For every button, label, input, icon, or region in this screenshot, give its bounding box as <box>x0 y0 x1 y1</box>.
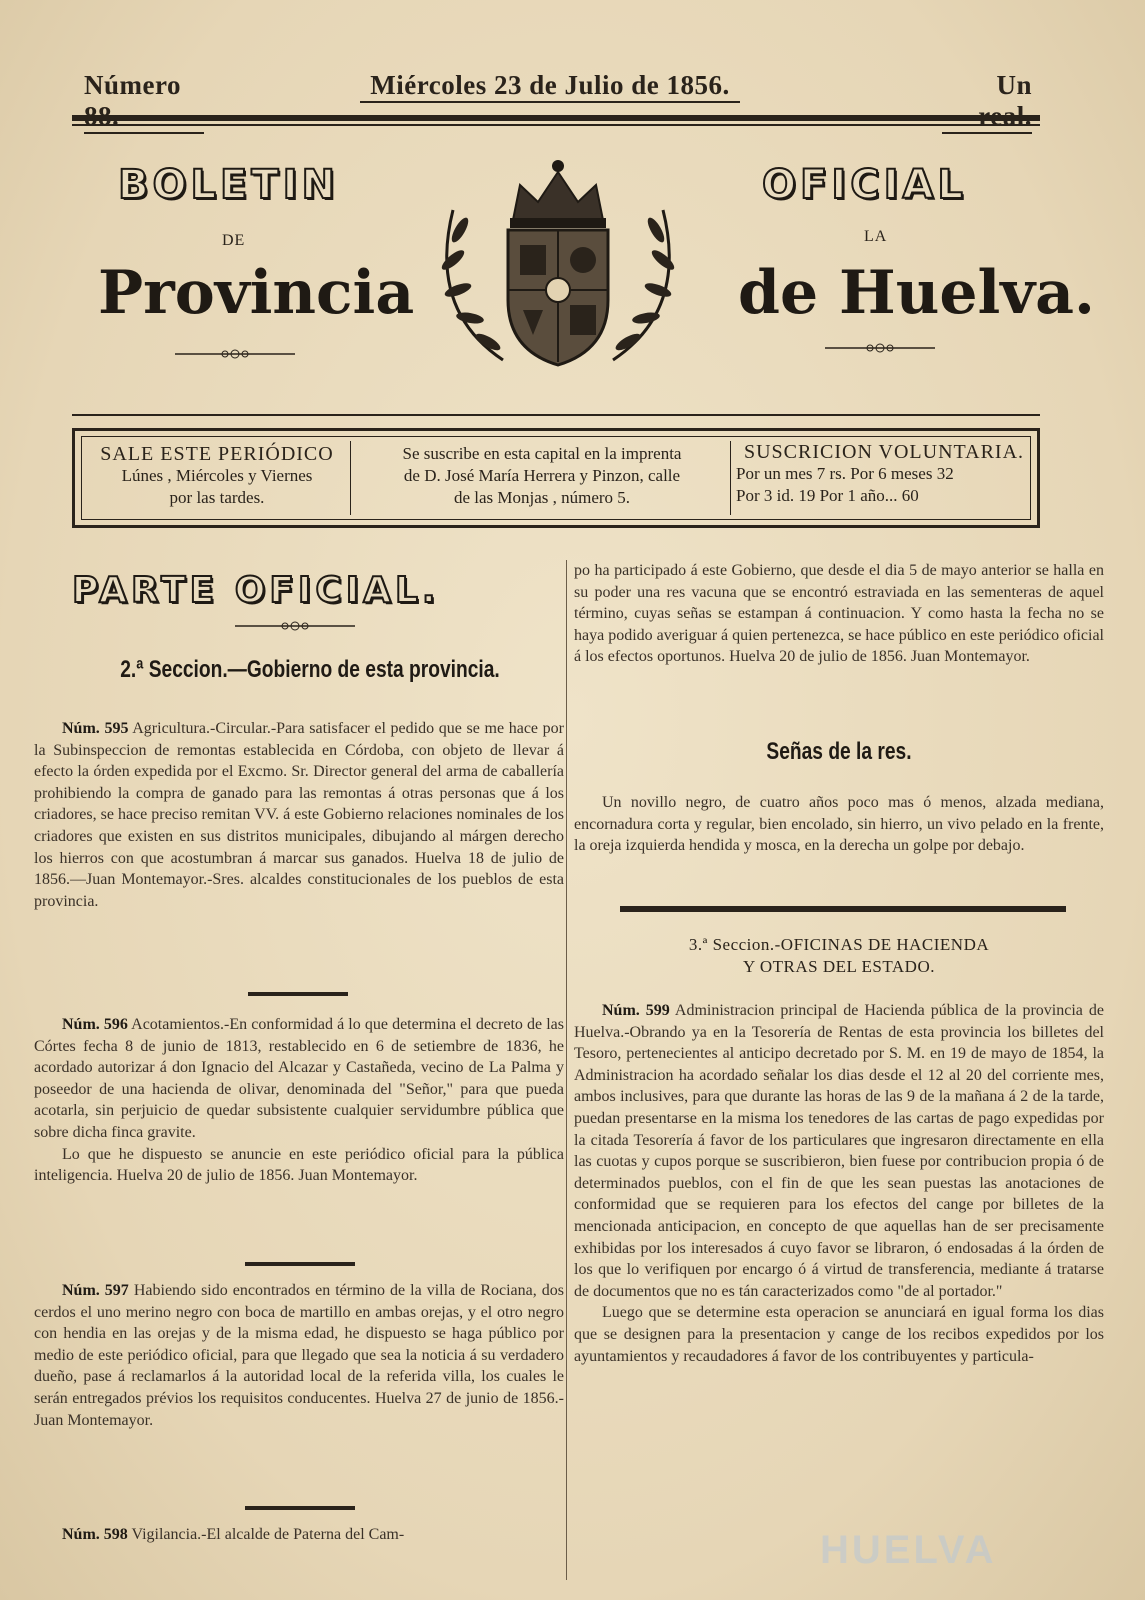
notice-599-number: Núm. 599 <box>602 1002 670 1019</box>
masthead-oficial: OFICIAL <box>762 162 967 208</box>
notice-599-text2: Luego que se determine esta operacion se anunciará en igual forma los dias que se designen para la presentacion y cange de los recibos expedidos por los ayuntamientos y recaudadores á favor de los contribuyentes y particula- <box>574 1304 1104 1365</box>
masthead-rule <box>72 414 1040 416</box>
notice-596-text: Acotamientos.-En conformidad á lo que determina el decreto de las Córtes fecha 8 de junio de 1813, restablecido en 6 de setiembre de 1836, he acordado autorizar á don Ignacio del Alcazar y Castañeda, vecino de La Palma y poseedor de una hacienda de olivar, denominada del "Señor," para que pueda acotarla, sin perjuicio de quedar subsistente cualquier servidumbre pública que sobre dicha finca gravite. <box>34 1016 564 1141</box>
subscription-box <box>72 428 1040 528</box>
schedule-line1: Lúnes , Miércoles y Viernes <box>121 466 313 485</box>
place-line3: de las Monjas , número 5. <box>453 488 631 507</box>
notice-597 <box>34 1280 564 1431</box>
notice-596-number: Núm. 596 <box>62 1016 128 1033</box>
issue-price: Un <box>942 70 1032 134</box>
notice-597-number: Núm. 597 <box>62 1282 129 1299</box>
senas-heading: Señas de la res. <box>766 738 912 765</box>
publication-schedule <box>86 443 348 519</box>
masthead-boletin: BOLETIN <box>118 162 339 208</box>
place-line1: Se suscribe en esta capital en la imprenta <box>402 444 682 463</box>
price-line1: Por un mes 7 rs. Por 6 meses 32 <box>736 464 954 483</box>
notice-597-text: Habiendo sido encontrados en término de la villa de Rociana, dos cerdos el uno merino negro con boca de martillo en ambas orejas, y el otro negro con hendia en las orejas y de la misma edad, he dispuesto se haga público por medio de este periódico oficial, para que llegado que sea la noticia á su verdadero dueño, pase á reclamarlos á la autoridad local de la referida villa, los cuales le serán entregados prévios los requisitos conducentes. Huelva 27 de junio de 1856.-Juan Montemayor. <box>34 1282 564 1429</box>
senas-text <box>574 792 1104 857</box>
coat-of-arms-icon <box>408 150 708 380</box>
notice-595-number: Núm. 595 <box>62 720 129 737</box>
place-line2: de D. José María Herrera y Pinzon, calle <box>403 466 681 485</box>
notice-598-text: Vigilancia.-El alcalde de Paterna del Cam- <box>131 1526 405 1543</box>
notice-598-continuation: po ha participado á este Gobierno, que desde el dia 5 de mayo anterior se halla en su poder una res vacuna que se encontró estraviada en las sementeras de aquel término, cuyas señas se estampan á continuacion. Y como hasta la fecha no se haya podido averiguar á quien pertenezca, se hace público en este periódico oficial á los efectos oportunos. Huelva 20 de julio de 1856. Juan Montemayor. <box>574 562 1104 666</box>
schedule-title: SALE ESTE PERIÓDICO <box>100 443 334 465</box>
section-2-heading: 2.ª Seccion.—Gobierno de esta provincia. <box>120 656 500 683</box>
section-3-line2: Y OTRAS DEL ESTADO. <box>743 957 935 976</box>
divider-section-3 <box>620 906 1066 912</box>
library-watermark: HUELVA <box>820 1528 997 1572</box>
ornament-parte-oficial <box>235 620 355 632</box>
ornament-right <box>825 342 935 354</box>
notice-599 <box>574 1000 1104 1367</box>
masthead-la: LA <box>864 228 888 245</box>
masthead-de: DE <box>222 232 246 249</box>
masthead-provincia: Provincia <box>98 258 415 328</box>
subscription-place <box>358 443 726 519</box>
schedule-line2: por las tardes. <box>169 488 265 507</box>
senas-paragraph: Un novillo negro, de cuatro años poco mas ó menos, alzada mediana, encornadura corta y regular, bien encolado, sin hierro, un vivo pelado en la frente, la oreja izquierda hendida y mosca, en la derecha un golpe por debajo. <box>574 794 1104 855</box>
notice-595 <box>34 718 564 912</box>
notice-598 <box>34 1524 564 1546</box>
subscription-prices <box>736 441 1032 519</box>
notice-595-text: Agricultura.-Circular.-Para satisfacer el pedido que se me hace por la Subinspeccion de remontas establecida en Córdoba, con objeto de llevar á efecto la órden expedida por el Excmo. Sr. Director general del arma de caballería prohibiendo la compra de ganado para las remontas á otras personas que á los criadores, se hace preciso remitan VV. á este Gobierno relaciones nominales de los criadores que existen en sus distritos municipales, dibujando al márgen derecho los hierros con que acostumbran á marcar sus ganados. Huelva 18 de julio de 1856.—Juan Montemayor.-Sres. alcaldes constitucionales de los pueblos de esta provincia. <box>34 720 565 910</box>
notice-599-text: Administracion principal de Hacienda pública de la provincia de Huelva.-Obrando ya en la Tesorería de Rentas de esta provincia los billetes del Tesoro, pertenecientes al anticipo decretado por S. M. en 19 de mayo de 1854, la Administracion ha acordado señalar los dias desde el 12 al 20 del corriente mes, ambos inclusives, para que durante las horas de las 9 de la mañana á 2 de la tarde, puedan presentarse en la misma los tenedores de las cartas de pago expedidas por la citada Tesorería á favor de los particulares que ingresaron directamente en ella las cuotas y cupos porque se suscribieron, bien fuese por contribucion propia ó de determinados pueblos, con el fin de que les sean puestas las anotaciones de conformidad que se requieren para los efectos del cange por billetes de la mencionada anticipacion, en concepto de que aquellas han de ser precisamente exhibidas por los interesados á cuyo favor se libraron, ó endosadas á la órden de los que lo verifiquen por encargo ó á virtud de transferencia, mediante á tratarse de documentos que no es tán caracterizados como "de al portador." <box>574 1002 1104 1300</box>
divider-2 <box>245 1262 355 1266</box>
masthead-huelva: de Huelva. <box>738 258 1095 328</box>
notice-598-number: Núm. 598 <box>62 1526 128 1543</box>
price-line2: Por 3 id. 19 Por 1 año... 60 <box>736 486 919 505</box>
header-rule-thin <box>72 124 1040 126</box>
parte-oficial-heading: PARTE OFICIAL. <box>72 570 440 611</box>
price-title: SUSCRICION VOLUNTARIA. <box>743 441 1025 463</box>
section-3-heading <box>574 934 1104 978</box>
ornament-left <box>175 348 295 360</box>
notice-596-text2: Lo que he dispuesto se anuncie en este periódico oficial para la pública inteligencia. Huelva 20 de julio de 1856. Juan Montemayor. <box>34 1145 564 1185</box>
divider-3 <box>245 1506 355 1510</box>
section-3-line1: 3.ª Seccion.-OFICINAS DE HACIENDA <box>688 935 990 954</box>
notice-596 <box>34 1014 564 1187</box>
column-divider <box>566 560 567 1580</box>
issue-date: Miércoles 23 de Julio de 1856. <box>360 70 740 103</box>
notice-598-cont <box>574 560 1104 668</box>
issue-number: Número <box>84 70 204 134</box>
divider-1 <box>248 992 348 996</box>
header-rule <box>72 115 1040 121</box>
